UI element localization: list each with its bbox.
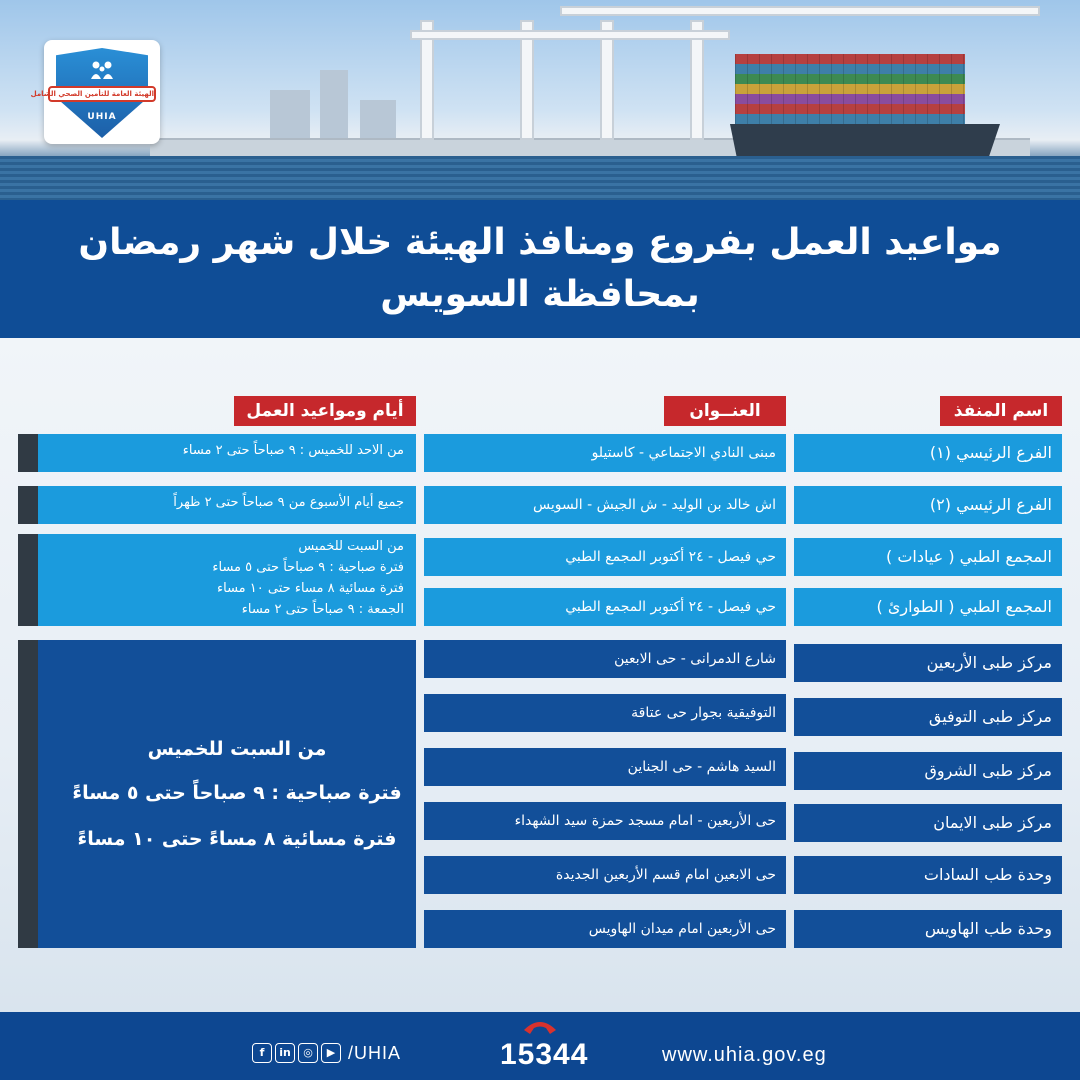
schedule-text: فترة مسائية ٨ مساء حتى ١٠ مساء bbox=[217, 581, 404, 596]
schedule-text: الجمعة : ٩ صباحاً حتى ٢ مساء bbox=[241, 602, 404, 617]
uhia-logo bbox=[30, 40, 160, 144]
table-row-address: التوفيقية بجوار حى عتاقة bbox=[424, 694, 786, 732]
building-shape bbox=[270, 90, 310, 140]
linkedin-icon[interactable]: in bbox=[275, 1043, 295, 1063]
crane-beam bbox=[410, 30, 730, 40]
table-row-address: حى الأربعين - امام مسجد حمزة سيد الشهداء bbox=[424, 802, 786, 840]
schedule-text: فترة مسائية ٨ مساءً حتى ١٠ مساءً bbox=[77, 828, 397, 850]
building-shape bbox=[360, 100, 396, 140]
row-accent-bar bbox=[18, 640, 38, 948]
header-address: العنــوان bbox=[664, 396, 786, 426]
logo-abbreviation: UHIA bbox=[87, 112, 117, 122]
table-row-address: حي فيصل - ٢٤ أكتوبر المجمع الطبي bbox=[424, 588, 786, 626]
logo-org-name: الهيئة العامة للتأمين الصحي الشامل bbox=[48, 86, 156, 102]
schedule-cell-large bbox=[38, 640, 416, 948]
table-row-name: المجمع الطبي ( الطوارئ ) bbox=[794, 588, 1062, 626]
ship-containers bbox=[735, 54, 965, 124]
table-row-name: مركز طبى الايمان bbox=[794, 804, 1062, 842]
table-row-address: مبنى النادي الاجتماعي - كاستيلو bbox=[424, 434, 786, 472]
table-row-name: مركز طبى الأربعين bbox=[794, 644, 1062, 682]
family-icon bbox=[88, 60, 116, 80]
phone-icon bbox=[520, 1016, 560, 1038]
schedule-cell bbox=[38, 486, 416, 524]
building-shape bbox=[320, 70, 348, 140]
crane-beam bbox=[560, 6, 1040, 16]
title-banner bbox=[0, 200, 1080, 338]
table-row-name: المجمع الطبي ( عيادات ) bbox=[794, 538, 1062, 576]
header-photo bbox=[0, 0, 1080, 200]
schedule-text: من الاحد للخميس : ٩ صباحاً حتى ٢ مساء bbox=[182, 443, 404, 458]
schedule-text: جميع أيام الأسبوع من ٩ صباحاً حتى ٢ ظهراً bbox=[173, 495, 404, 510]
schedule-text: فترة صباحية : ٩ صباحاً حتى ٥ مساء bbox=[212, 560, 404, 575]
table-row-address: اش خالد بن الوليد - ش الجيش - السويس bbox=[424, 486, 786, 524]
schedule-text: من السبت للخميس bbox=[147, 738, 327, 760]
table-row-address: حى الابعين امام قسم الأربعين الجديدة bbox=[424, 856, 786, 894]
schedule-table bbox=[0, 338, 1080, 1012]
facebook-icon[interactable]: f bbox=[252, 1043, 272, 1063]
table-row-name: الفرع الرئيسي (٢) bbox=[794, 486, 1062, 524]
header-name: اسم المنفذ bbox=[940, 396, 1062, 426]
website-link[interactable]: www.uhia.gov.eg bbox=[662, 1044, 827, 1066]
schedule-text: من السبت للخميس bbox=[298, 539, 404, 554]
footer-bar bbox=[0, 1012, 1080, 1080]
table-row-name: وحدة طب الهاويس bbox=[794, 910, 1062, 948]
header-schedule: أيام ومواعيد العمل bbox=[234, 396, 416, 426]
social-links bbox=[252, 1042, 401, 1064]
instagram-icon[interactable]: ◎ bbox=[298, 1043, 318, 1063]
table-row-address: حى الأربعين امام ميدان الهاويس bbox=[424, 910, 786, 948]
row-accent-bar bbox=[18, 534, 38, 626]
table-row-name: مركز طبى التوفيق bbox=[794, 698, 1062, 736]
row-accent-bar bbox=[18, 434, 38, 472]
hotline-number[interactable]: 15344 bbox=[500, 1038, 589, 1071]
youtube-icon[interactable]: ▶ bbox=[321, 1043, 341, 1063]
table-row-address: شارع الدمرانى - حى الابعين bbox=[424, 640, 786, 678]
table-row-name: الفرع الرئيسي (١) bbox=[794, 434, 1062, 472]
table-row-name: وحدة طب السادات bbox=[794, 856, 1062, 894]
table-row-name: مركز طبى الشروق bbox=[794, 752, 1062, 790]
schedule-cell bbox=[38, 534, 416, 626]
table-row-address: السيد هاشم - حى الجناين bbox=[424, 748, 786, 786]
schedule-cell bbox=[38, 434, 416, 472]
page-title: مواعيد العمل بفروع ومنافذ الهيئة خلال شهر رمضان bbox=[78, 222, 1002, 263]
schedule-text: فترة صباحية : ٩ صباحاً حتى ٥ مساءً bbox=[72, 782, 402, 804]
sea-water bbox=[0, 156, 1080, 200]
page-subtitle: بمحافظة السويس bbox=[380, 274, 700, 315]
social-handle: /UHIA bbox=[348, 1042, 402, 1063]
row-accent-bar bbox=[18, 486, 38, 524]
table-row-address: حي فيصل - ٢٤ أكتوبر المجمع الطبي bbox=[424, 538, 786, 576]
